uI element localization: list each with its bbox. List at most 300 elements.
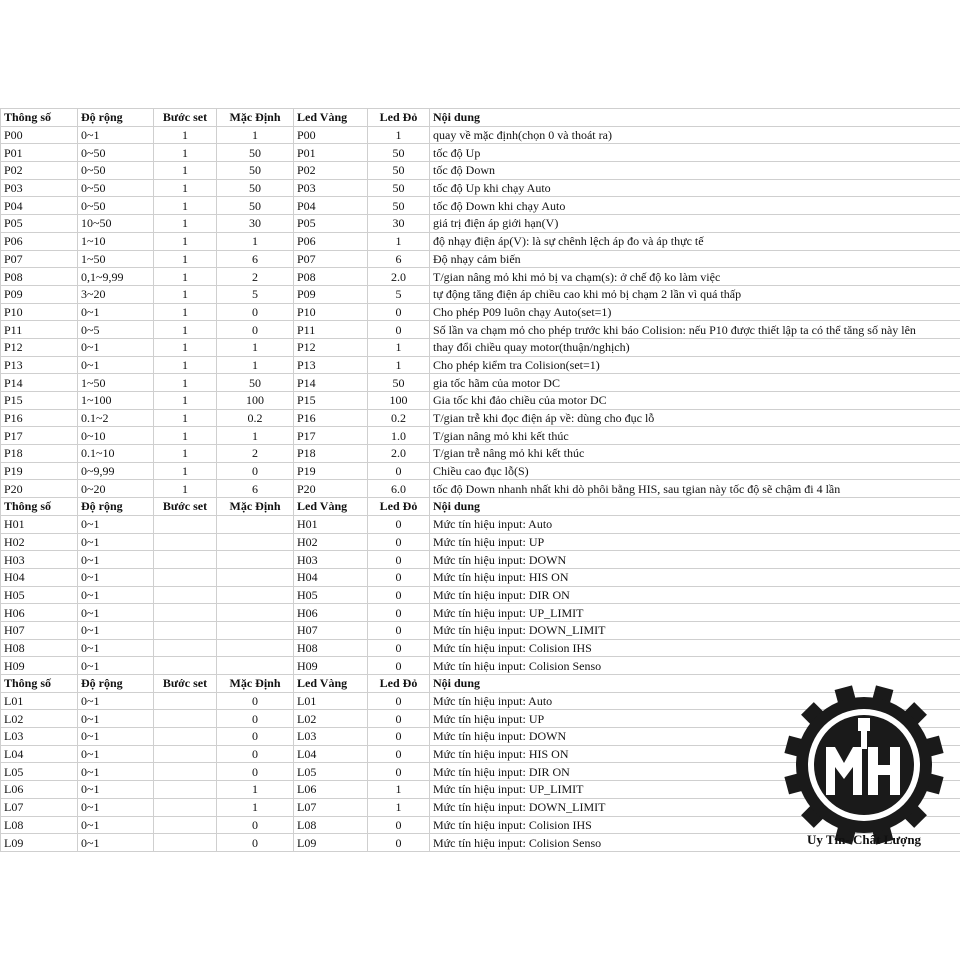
table-row bbox=[1, 215, 960, 233]
cell-description: Mức tín hiệu input: DOWN_LIMIT bbox=[430, 798, 960, 816]
cell-step: 1 bbox=[154, 197, 217, 215]
column-header-param-code: Thông số bbox=[1, 498, 78, 516]
cell-led-red: 0 bbox=[368, 303, 430, 321]
cell-led-yellow: P19 bbox=[294, 462, 368, 480]
cell-param-code: P15 bbox=[1, 392, 78, 410]
cell-led-yellow: H01 bbox=[294, 515, 368, 533]
cell-led-red: 1 bbox=[368, 781, 430, 799]
cell-param-code: P16 bbox=[1, 409, 78, 427]
column-header-param-code: Thông số bbox=[1, 109, 78, 127]
cell-param-code: L09 bbox=[1, 834, 78, 852]
column-header-description: Nội dung bbox=[430, 498, 960, 516]
cell-range: 0~1 bbox=[78, 781, 154, 799]
cell-step: 1 bbox=[154, 374, 217, 392]
cell-param-code: L04 bbox=[1, 745, 78, 763]
cell-led-red: 5 bbox=[368, 285, 430, 303]
cell-step bbox=[154, 728, 217, 746]
cell-led-red: 1 bbox=[368, 798, 430, 816]
cell-led-red: 0.2 bbox=[368, 409, 430, 427]
cell-range: 10~50 bbox=[78, 215, 154, 233]
cell-led-yellow: L03 bbox=[294, 728, 368, 746]
cell-description: giá trị điện áp giới hạn(V) bbox=[430, 215, 960, 233]
cell-default: 0 bbox=[217, 303, 294, 321]
cell-range: 0.1~2 bbox=[78, 409, 154, 427]
cell-led-yellow: P01 bbox=[294, 144, 368, 162]
cell-step bbox=[154, 657, 217, 675]
cell-param-code: L05 bbox=[1, 763, 78, 781]
cell-param-code: P00 bbox=[1, 126, 78, 144]
cell-led-red: 2.0 bbox=[368, 445, 430, 463]
cell-led-yellow: P20 bbox=[294, 480, 368, 498]
cell-led-yellow: L05 bbox=[294, 763, 368, 781]
cell-led-yellow: L06 bbox=[294, 781, 368, 799]
cell-step bbox=[154, 604, 217, 622]
cell-default: 2 bbox=[217, 268, 294, 286]
cell-param-code: P12 bbox=[1, 338, 78, 356]
column-header-led-red: Led Đỏ bbox=[368, 675, 430, 693]
column-header-led-yellow: Led Vàng bbox=[294, 675, 368, 693]
cell-led-yellow: P02 bbox=[294, 162, 368, 180]
cell-step: 1 bbox=[154, 144, 217, 162]
cell-param-code: L07 bbox=[1, 798, 78, 816]
cell-description: T/gian nâng mỏ khi kết thúc bbox=[430, 427, 960, 445]
cell-description: Số lần va chạm mỏ cho phép trước khi báo Colision: nếu P10 được thiết lập ta có thể tăng số này lên bbox=[430, 321, 960, 339]
cell-description: Cho phép kiểm tra Colision(set=1) bbox=[430, 356, 960, 374]
cell-default: 1 bbox=[217, 781, 294, 799]
column-header-step: Bước set bbox=[154, 498, 217, 516]
cell-range: 0~1 bbox=[78, 639, 154, 657]
cell-led-red: 0 bbox=[368, 515, 430, 533]
table-row bbox=[1, 586, 960, 604]
cell-led-red: 1 bbox=[368, 356, 430, 374]
cell-step bbox=[154, 816, 217, 834]
cell-led-yellow: P09 bbox=[294, 285, 368, 303]
cell-led-yellow: L07 bbox=[294, 798, 368, 816]
table-row bbox=[1, 232, 960, 250]
table-row bbox=[1, 321, 960, 339]
cell-led-red: 0 bbox=[368, 816, 430, 834]
cell-led-yellow: H03 bbox=[294, 551, 368, 569]
cell-range: 0~1 bbox=[78, 816, 154, 834]
cell-step bbox=[154, 745, 217, 763]
cell-range: 0~5 bbox=[78, 321, 154, 339]
cell-led-red: 0 bbox=[368, 834, 430, 852]
cell-led-red: 50 bbox=[368, 162, 430, 180]
column-header-led-red: Led Đỏ bbox=[368, 498, 430, 516]
cell-led-red: 0 bbox=[368, 763, 430, 781]
cell-default: 50 bbox=[217, 179, 294, 197]
cell-param-code: P08 bbox=[1, 268, 78, 286]
cell-step: 1 bbox=[154, 268, 217, 286]
table-row bbox=[1, 409, 960, 427]
cell-param-code: P11 bbox=[1, 321, 78, 339]
header-row bbox=[1, 109, 960, 127]
cell-led-red: 50 bbox=[368, 144, 430, 162]
cell-step bbox=[154, 710, 217, 728]
cell-param-code: P20 bbox=[1, 480, 78, 498]
cell-param-code: H03 bbox=[1, 551, 78, 569]
table-row bbox=[1, 427, 960, 445]
cell-step bbox=[154, 515, 217, 533]
cell-description: Độ nhạy cảm biến bbox=[430, 250, 960, 268]
column-header-led-yellow: Led Vàng bbox=[294, 498, 368, 516]
cell-led-red: 0 bbox=[368, 657, 430, 675]
cell-step: 1 bbox=[154, 126, 217, 144]
cell-default: 1 bbox=[217, 798, 294, 816]
cell-led-red: 0 bbox=[368, 621, 430, 639]
cell-led-yellow: P03 bbox=[294, 179, 368, 197]
cell-range: 0~1 bbox=[78, 338, 154, 356]
cell-description: Mức tín hiệu input: DIR ON bbox=[430, 586, 960, 604]
cell-default bbox=[217, 586, 294, 604]
cell-led-yellow: P11 bbox=[294, 321, 368, 339]
table-row bbox=[1, 445, 960, 463]
table-row bbox=[1, 144, 960, 162]
cell-description: Mức tín hiệu input: UP_LIMIT bbox=[430, 604, 960, 622]
cell-led-yellow: P07 bbox=[294, 250, 368, 268]
cell-param-code: L03 bbox=[1, 728, 78, 746]
cell-default: 0 bbox=[217, 834, 294, 852]
cell-description: Mức tín hiệu input: UP_LIMIT bbox=[430, 781, 960, 799]
cell-description: Mức tín hiệu input: UP bbox=[430, 710, 960, 728]
cell-param-code: P07 bbox=[1, 250, 78, 268]
cell-range: 1~50 bbox=[78, 374, 154, 392]
header-row bbox=[1, 498, 960, 516]
table-row bbox=[1, 639, 960, 657]
cell-description: Mức tín hiệu input: DOWN_LIMIT bbox=[430, 621, 960, 639]
cell-param-code: P04 bbox=[1, 197, 78, 215]
cell-led-red: 0 bbox=[368, 728, 430, 746]
cell-led-yellow: P17 bbox=[294, 427, 368, 445]
cell-param-code: H08 bbox=[1, 639, 78, 657]
cell-range: 0,1~9,99 bbox=[78, 268, 154, 286]
cell-led-red: 50 bbox=[368, 179, 430, 197]
cell-led-red: 0 bbox=[368, 604, 430, 622]
cell-range: 0~20 bbox=[78, 480, 154, 498]
cell-range: 0~1 bbox=[78, 657, 154, 675]
cell-led-red: 0 bbox=[368, 462, 430, 480]
cell-description: Mức tín hiệu input: HIS ON bbox=[430, 568, 960, 586]
table-row bbox=[1, 126, 960, 144]
cell-default bbox=[217, 551, 294, 569]
cell-description: gia tốc hãm của motor DC bbox=[430, 374, 960, 392]
cell-range: 3~20 bbox=[78, 285, 154, 303]
cell-default bbox=[217, 657, 294, 675]
column-header-param-code: Thông số bbox=[1, 675, 78, 693]
cell-led-red: 0 bbox=[368, 639, 430, 657]
table-row bbox=[1, 268, 960, 286]
cell-default: 1 bbox=[217, 338, 294, 356]
column-header-step: Bước set bbox=[154, 109, 217, 127]
cell-led-red: 30 bbox=[368, 215, 430, 233]
table-row bbox=[1, 303, 960, 321]
cell-led-yellow: H08 bbox=[294, 639, 368, 657]
cell-led-yellow: L09 bbox=[294, 834, 368, 852]
cell-range: 0~1 bbox=[78, 533, 154, 551]
cell-default: 0 bbox=[217, 745, 294, 763]
logo-caption: Uy Tín- Chất Lượng bbox=[806, 832, 922, 847]
table-row bbox=[1, 374, 960, 392]
column-header-description: Nội dung bbox=[430, 109, 960, 127]
cell-param-code: H09 bbox=[1, 657, 78, 675]
cell-led-yellow: P16 bbox=[294, 409, 368, 427]
cell-description: Mức tín hiệu input: Colision IHS bbox=[430, 816, 960, 834]
cell-range: 0~1 bbox=[78, 586, 154, 604]
cell-default: 50 bbox=[217, 374, 294, 392]
cell-param-code: P17 bbox=[1, 427, 78, 445]
cell-led-yellow: H07 bbox=[294, 621, 368, 639]
column-header-default: Mặc Định bbox=[217, 675, 294, 693]
cell-step: 1 bbox=[154, 356, 217, 374]
cell-param-code: H05 bbox=[1, 586, 78, 604]
cell-led-red: 1 bbox=[368, 338, 430, 356]
cell-led-yellow: P00 bbox=[294, 126, 368, 144]
cell-default: 5 bbox=[217, 285, 294, 303]
cell-led-red: 100 bbox=[368, 392, 430, 410]
cell-range: 0~1 bbox=[78, 692, 154, 710]
column-header-default: Mặc Định bbox=[217, 498, 294, 516]
cell-led-yellow: P18 bbox=[294, 445, 368, 463]
cell-default bbox=[217, 639, 294, 657]
table-row bbox=[1, 515, 960, 533]
cell-led-yellow: P13 bbox=[294, 356, 368, 374]
cell-led-red: 0 bbox=[368, 710, 430, 728]
table-row bbox=[1, 621, 960, 639]
cell-default: 0 bbox=[217, 816, 294, 834]
table-row bbox=[1, 392, 960, 410]
cell-description: Mức tín hiệu input: Colision IHS bbox=[430, 639, 960, 657]
cell-description: tốc độ Down nhanh nhất khi dò phôi bằng HIS, sau tgian này tốc độ sẽ chậm đi 4 lần bbox=[430, 480, 960, 498]
cell-led-red: 50 bbox=[368, 374, 430, 392]
cell-default bbox=[217, 568, 294, 586]
cell-range: 0~1 bbox=[78, 745, 154, 763]
cell-param-code: L02 bbox=[1, 710, 78, 728]
cell-led-red: 0 bbox=[368, 745, 430, 763]
table-row bbox=[1, 533, 960, 551]
table-row bbox=[1, 462, 960, 480]
cell-default: 1 bbox=[217, 232, 294, 250]
gear-mh-logo-icon bbox=[783, 672, 945, 858]
cell-step: 1 bbox=[154, 338, 217, 356]
cell-default: 0 bbox=[217, 763, 294, 781]
cell-step: 1 bbox=[154, 215, 217, 233]
cell-param-code: P13 bbox=[1, 356, 78, 374]
cell-led-yellow: P06 bbox=[294, 232, 368, 250]
cell-step: 1 bbox=[154, 179, 217, 197]
table-row bbox=[1, 356, 960, 374]
cell-param-code: H06 bbox=[1, 604, 78, 622]
cell-description: T/gian trễ nâng mỏ khi kết thúc bbox=[430, 445, 960, 463]
cell-default: 50 bbox=[217, 162, 294, 180]
cell-default: 0 bbox=[217, 321, 294, 339]
cell-step bbox=[154, 621, 217, 639]
cell-description: tự động tăng điện áp chiều cao khi mỏ bị chạm 2 lần vì quá thấp bbox=[430, 285, 960, 303]
cell-range: 0~1 bbox=[78, 621, 154, 639]
cell-description: tốc độ Down khi chạy Auto bbox=[430, 197, 960, 215]
cell-step: 1 bbox=[154, 321, 217, 339]
table-row bbox=[1, 179, 960, 197]
cell-default: 6 bbox=[217, 480, 294, 498]
cell-step bbox=[154, 533, 217, 551]
cell-param-code: P09 bbox=[1, 285, 78, 303]
table-row bbox=[1, 568, 960, 586]
column-header-led-yellow: Led Vàng bbox=[294, 109, 368, 127]
cell-description: Mức tín hiệu input: DIR ON bbox=[430, 763, 960, 781]
cell-led-red: 0 bbox=[368, 586, 430, 604]
cell-range: 0~1 bbox=[78, 728, 154, 746]
cell-step: 1 bbox=[154, 232, 217, 250]
cell-range: 0~1 bbox=[78, 834, 154, 852]
cell-range: 0.1~10 bbox=[78, 445, 154, 463]
table-row bbox=[1, 285, 960, 303]
table-row bbox=[1, 250, 960, 268]
cell-range: 0~1 bbox=[78, 604, 154, 622]
cell-range: 0~50 bbox=[78, 162, 154, 180]
cell-led-red: 0 bbox=[368, 321, 430, 339]
cell-step bbox=[154, 586, 217, 604]
table-row bbox=[1, 162, 960, 180]
column-header-step: Bước set bbox=[154, 675, 217, 693]
cell-led-red: 0 bbox=[368, 692, 430, 710]
cell-step: 1 bbox=[154, 392, 217, 410]
cell-led-yellow: P10 bbox=[294, 303, 368, 321]
cell-param-code: H01 bbox=[1, 515, 78, 533]
cell-param-code: H04 bbox=[1, 568, 78, 586]
cell-default: 30 bbox=[217, 215, 294, 233]
cell-description: tốc độ Down bbox=[430, 162, 960, 180]
cell-range: 0~1 bbox=[78, 568, 154, 586]
cell-step bbox=[154, 568, 217, 586]
cell-param-code: L01 bbox=[1, 692, 78, 710]
cell-description: Mức tín hiệu input: Auto bbox=[430, 692, 960, 710]
cell-led-red: 0 bbox=[368, 568, 430, 586]
cell-description: T/gian nâng mỏ khi mỏ bị va chạm(s): ở chế độ ko làm việc bbox=[430, 268, 960, 286]
cell-description: độ nhạy điện áp(V): là sự chênh lệch áp đo và áp thực tế bbox=[430, 232, 960, 250]
cell-range: 0~1 bbox=[78, 551, 154, 569]
table-row bbox=[1, 551, 960, 569]
cell-default: 1 bbox=[217, 356, 294, 374]
cell-step: 1 bbox=[154, 409, 217, 427]
cell-description: Gia tốc khi đảo chiều của motor DC bbox=[430, 392, 960, 410]
cell-default bbox=[217, 621, 294, 639]
cell-led-yellow: H06 bbox=[294, 604, 368, 622]
cell-description: Mức tín hiệu input: HIS ON bbox=[430, 745, 960, 763]
cell-param-code: L08 bbox=[1, 816, 78, 834]
cell-description: Mức tín hiệu input: DOWN bbox=[430, 551, 960, 569]
cell-step bbox=[154, 798, 217, 816]
cell-param-code: P19 bbox=[1, 462, 78, 480]
cell-default: 100 bbox=[217, 392, 294, 410]
cell-range: 0~1 bbox=[78, 126, 154, 144]
cell-default: 50 bbox=[217, 197, 294, 215]
cell-param-code: P14 bbox=[1, 374, 78, 392]
table-row bbox=[1, 338, 960, 356]
cell-description: tốc độ Up bbox=[430, 144, 960, 162]
cell-step: 1 bbox=[154, 162, 217, 180]
cell-step bbox=[154, 639, 217, 657]
column-header-default: Mặc Định bbox=[217, 109, 294, 127]
cell-led-red: 50 bbox=[368, 197, 430, 215]
cell-led-yellow: L04 bbox=[294, 745, 368, 763]
cell-param-code: P10 bbox=[1, 303, 78, 321]
cell-led-red: 6 bbox=[368, 250, 430, 268]
cell-range: 0~1 bbox=[78, 763, 154, 781]
cell-default: 50 bbox=[217, 144, 294, 162]
cell-range: 0~1 bbox=[78, 303, 154, 321]
cell-param-code: H07 bbox=[1, 621, 78, 639]
cell-param-code: P03 bbox=[1, 179, 78, 197]
cell-default bbox=[217, 604, 294, 622]
cell-led-red: 2.0 bbox=[368, 268, 430, 286]
cell-led-red: 0 bbox=[368, 533, 430, 551]
cell-default: 0 bbox=[217, 462, 294, 480]
cell-step: 1 bbox=[154, 250, 217, 268]
cell-range: 0~1 bbox=[78, 515, 154, 533]
cell-led-red: 0 bbox=[368, 551, 430, 569]
column-header-range: Độ rộng bbox=[78, 498, 154, 516]
cell-param-code: H02 bbox=[1, 533, 78, 551]
cell-description: Mức tín hiệu input: DOWN bbox=[430, 728, 960, 746]
cell-default: 1 bbox=[217, 126, 294, 144]
cell-description: Cho phép P09 luôn chạy Auto(set=1) bbox=[430, 303, 960, 321]
cell-description: T/gian trễ khi đọc điện áp về: dùng cho đục lỗ bbox=[430, 409, 960, 427]
cell-description: Mức tín hiệu input: UP bbox=[430, 533, 960, 551]
column-header-range: Độ rộng bbox=[78, 675, 154, 693]
cell-description: quay về mặc định(chọn 0 và thoát ra) bbox=[430, 126, 960, 144]
column-header-led-red: Led Đỏ bbox=[368, 109, 430, 127]
cell-range: 0~9,99 bbox=[78, 462, 154, 480]
cell-param-code: P02 bbox=[1, 162, 78, 180]
cell-description: Mức tín hiệu input: Colision Senso bbox=[430, 834, 960, 852]
cell-param-code: P18 bbox=[1, 445, 78, 463]
cell-default: 2 bbox=[217, 445, 294, 463]
cell-led-yellow: P04 bbox=[294, 197, 368, 215]
column-header-description: Nội dung bbox=[430, 675, 960, 693]
cell-description: Mức tín hiệu input: Colision Senso bbox=[430, 657, 960, 675]
cell-step: 1 bbox=[154, 285, 217, 303]
cell-param-code: P01 bbox=[1, 144, 78, 162]
cell-step: 1 bbox=[154, 480, 217, 498]
cell-description: Chiều cao đục lỗ(S) bbox=[430, 462, 960, 480]
cell-default: 0.2 bbox=[217, 409, 294, 427]
cell-param-code: P06 bbox=[1, 232, 78, 250]
cell-step bbox=[154, 781, 217, 799]
cell-range: 1~100 bbox=[78, 392, 154, 410]
cell-led-yellow: L01 bbox=[294, 692, 368, 710]
cell-step bbox=[154, 692, 217, 710]
cell-led-yellow: P08 bbox=[294, 268, 368, 286]
cell-step: 1 bbox=[154, 427, 217, 445]
cell-range: 1~10 bbox=[78, 232, 154, 250]
cell-step bbox=[154, 763, 217, 781]
cell-led-yellow: H09 bbox=[294, 657, 368, 675]
table-row bbox=[1, 604, 960, 622]
cell-description: thay đổi chiều quay motor(thuận/nghịch) bbox=[430, 338, 960, 356]
cell-led-yellow: H04 bbox=[294, 568, 368, 586]
cell-led-yellow: P15 bbox=[294, 392, 368, 410]
cell-range: 0~50 bbox=[78, 179, 154, 197]
cell-description: tốc độ Up khi chạy Auto bbox=[430, 179, 960, 197]
cell-default: 0 bbox=[217, 710, 294, 728]
cell-led-yellow: P05 bbox=[294, 215, 368, 233]
cell-range: 0~10 bbox=[78, 427, 154, 445]
cell-led-yellow: H05 bbox=[294, 586, 368, 604]
cell-range: 1~50 bbox=[78, 250, 154, 268]
cell-led-yellow: P12 bbox=[294, 338, 368, 356]
cell-default bbox=[217, 533, 294, 551]
cell-led-red: 1.0 bbox=[368, 427, 430, 445]
cell-step: 1 bbox=[154, 445, 217, 463]
